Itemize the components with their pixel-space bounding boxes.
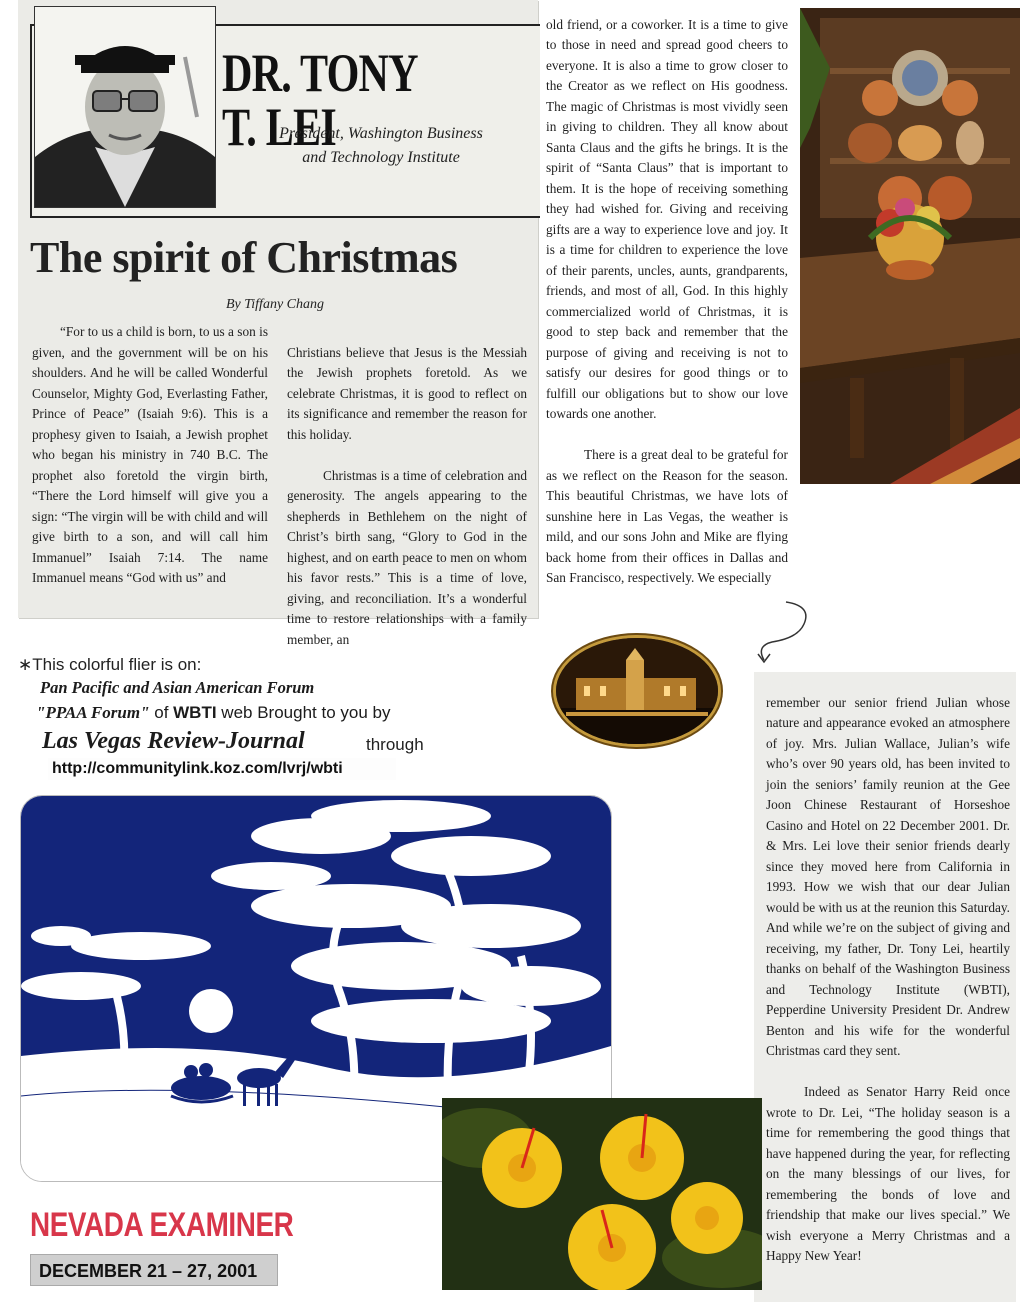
dining-room-photo xyxy=(800,8,1020,484)
article-byline: By Tiffany Chang xyxy=(226,297,324,312)
article-column-3 xyxy=(546,0,788,609)
author-role xyxy=(236,122,526,170)
flier-of-text: of xyxy=(149,703,174,722)
flier-note-forum-name: Pan Pacific and Asian American Forum xyxy=(40,678,315,697)
flier-through-text: through xyxy=(366,735,424,754)
column-3-paragraph-1: old friend, or a coworker. It is a time to give to those in need and spread good cheers to everyone. It is also a time to grow closer to the Creator as we reflect on His goodness. The magic of Christmas is most vividly seen in giving to children. They all know about Santa Claus and the gifts he brings. It is the spirit of “Santa Claus” that is important to them. It is the hope of receiving something they had wished for. Giving and receiving gifts are a way to experience love and joy. It is a time for children to experience the love of their parents, uncles, aunts, grandparents, friends, and most of all, God. In this highly commercialized world of Christmas, it is good to step back and remember that the purpose of giving and receiving is not to satisfy our desires for good things or to fulfill our obligations but to show our love towards one another. xyxy=(546,16,788,421)
author-name: DR. TONY T. LEI xyxy=(222,43,417,157)
article-column-2 xyxy=(287,322,527,671)
wbti-label: WBTI xyxy=(173,703,217,722)
issue-date: DECEMBER 21 – 27, 2001 xyxy=(30,1254,278,1286)
flier-note-line-3 xyxy=(36,703,390,723)
article-headline: The spirit of Christmas xyxy=(30,233,458,282)
column-3-paragraph-2: There is a great deal to be grateful for as we reflect on the Reason for the season. This beautiful Christmas, we have lots of sunshine here in Las Vegas, the weather is mild, and our sons John and Mike are flying back home from their offices in Dallas and San Francisco, respectively. We especially xyxy=(546,447,788,585)
flier-brought-text: web Brought to you by xyxy=(216,703,391,722)
newspaper-masthead: NEVADA EXAMINER xyxy=(30,1206,294,1244)
author-role-line2: and Technology Institute xyxy=(302,149,460,166)
author-role-line1: President, Washington Business xyxy=(279,125,483,142)
newspaper-name: Las Vegas Review-Journal xyxy=(42,728,305,754)
column-4-paragraph-1: remember our senior friend Julian whose nature and appearance evoked an atmosphere of joy. Mrs. Julian Wallace, Julian’s wife who’s over 90 years old, has been invited to join the seniors’ family reunion at the Gee Joon Chinese Restaurant of Horseshoe Casino and Hotel on 22 December 2001. Dr. & Mrs. Lei love their senior friends dearly since they moved here from California in 1993. How we wish that our dear Julian would be with us at the reunion this Saturday. And while we’re on the subject of giving and receiving, my father, Dr. Tony Lei, heartily thanks on behalf of the Washington Business and Technology Institute (WBTI), Pepperdine University President Dr. Andrew Benton and his wife for the wonderful Christmas card they sent. xyxy=(766,694,1010,1058)
flier-note-line-1: ∗This colorful flier is on: xyxy=(18,655,202,674)
column-2-paragraph-1: Christians believe that Jesus is the Messiah the Jewish prophets foretold. As we celebrate Christmas, it is good to reflect on its significance and remember the reason for this holiday. xyxy=(287,344,527,442)
night-building-photo xyxy=(556,638,718,744)
column-4-paragraph-2: Indeed as Senator Harry Reid once wrote to Dr. Lei, “The holiday season is a time for remembering the good things that have happened during the year, for reflecting on the many blessings of our lives, for remembering the bonds of love and friendship that make our lives special.” We wish everyone a Merry Christmas and a Happy New Year! xyxy=(766,1084,1010,1263)
column-2-paragraph-2: Christmas is a time of celebration and generosity. The angels appearing to the shepherds in Bethlehem on the night of Christ’s birth sang, “Glory to God in the highest, and on earth peace to men on whom his favor rests.” This is a time of love, giving, and reconciliation. It’s a wonderful time to restore relationships with a family member, an xyxy=(287,467,527,647)
article-column-1: “For to us a child is born, to us a son is given, and the government will be on his shoulders. And he will be called Wonderful Counselor, Mighty God, Everlasting Father, Prince of Peace” (Isaiah 9:6). This is a prophesy given to Isaiah, a Jewish prophet who began his ministry in 740 B.C. The prophet also foretold the virgin birth, “There the Lord himself will give you a sign: “The virgin will be with child and will give birth to a son, and will call him Immanuel” Isaiah 7:14. The name Immanuel means “God with us” and xyxy=(32,324,268,585)
author-portrait xyxy=(34,6,216,208)
flier-url-link[interactable]: http://communitylink.koz.com/lvrj/wbti xyxy=(48,758,396,780)
continue-arrow-icon xyxy=(750,598,820,668)
hibiscus-flowers-photo xyxy=(442,1098,762,1290)
ppaa-forum-label: "PPAA Forum" xyxy=(36,703,150,722)
article-column-4 xyxy=(766,672,1010,1287)
